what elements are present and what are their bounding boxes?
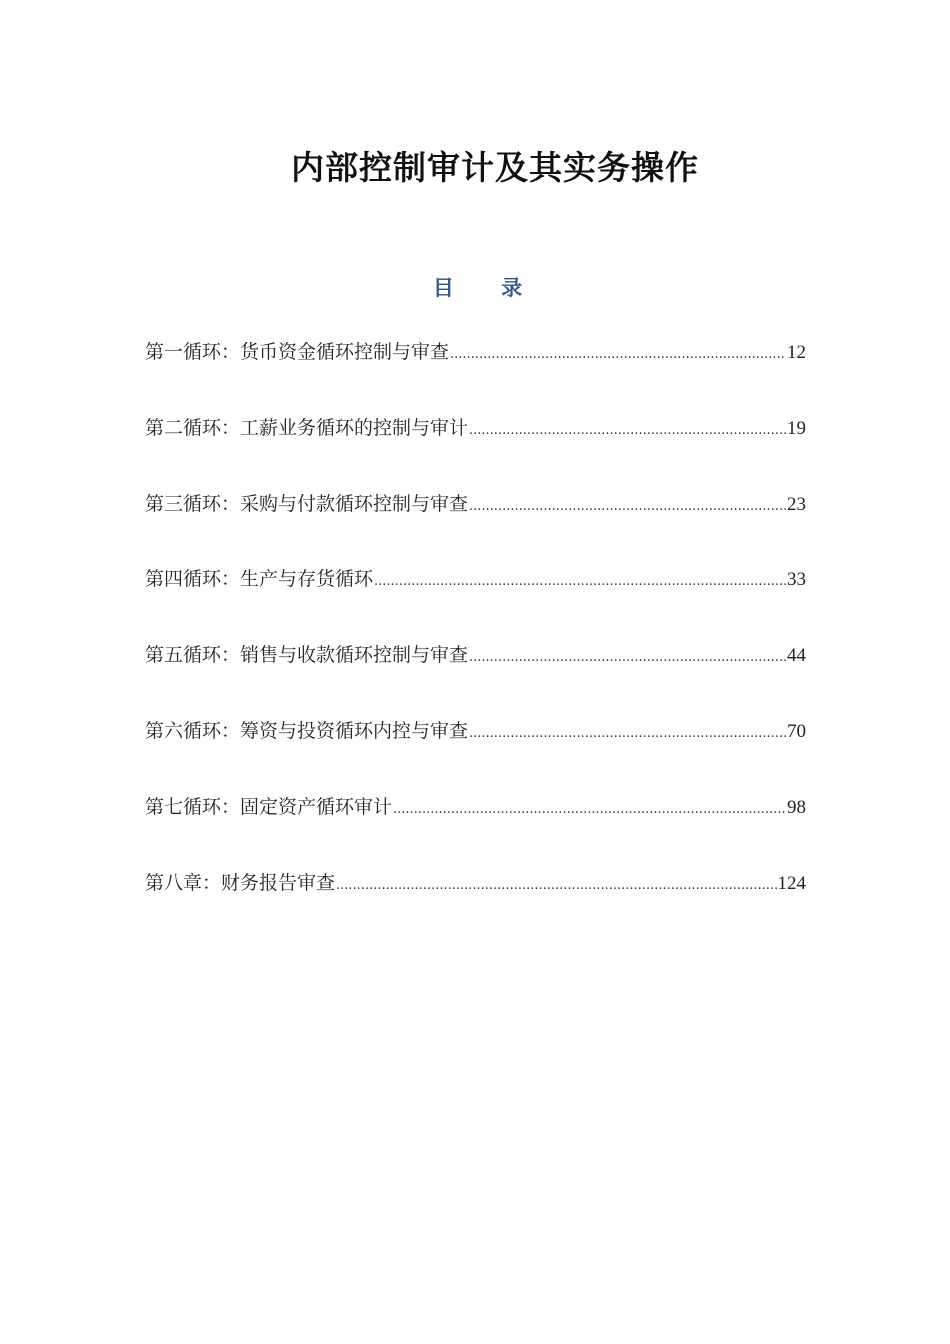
toc-dot-leader xyxy=(336,878,776,893)
document-title: 内部控制审计及其实务操作 xyxy=(291,148,699,187)
toc-entry[interactable] xyxy=(145,868,806,944)
toc-entry[interactable] xyxy=(145,489,806,565)
toc-entry-page: 19 xyxy=(787,417,806,439)
toc-dot-leader xyxy=(450,347,786,362)
toc-entry-label: 第一循环：货币资金循环控制与审查 xyxy=(145,341,450,363)
toc-entry-page: 33 xyxy=(787,569,806,591)
toc-entry-label: 第六循环：筹资与投资循环内控与审查 xyxy=(145,719,469,742)
toc-entry-page: 12 xyxy=(787,342,806,363)
toc-entry-label: 第八章：财务报告审查 xyxy=(145,871,336,894)
toc-entry-page: 124 xyxy=(777,872,806,894)
toc-entry-page: 23 xyxy=(787,493,806,515)
toc-entry[interactable] xyxy=(145,564,806,640)
toc-entry-page: 70 xyxy=(787,720,806,742)
toc-entry-label: 第七循环：固定资产循环审计 xyxy=(145,795,393,818)
toc-entry-label: 第四循环：生产与存货循环 xyxy=(145,568,374,591)
toc-dot-leader xyxy=(374,574,786,589)
toc-dot-leader xyxy=(393,802,786,817)
toc-entry[interactable] xyxy=(145,337,806,413)
toc-entry-page: 44 xyxy=(787,645,806,667)
toc-entry[interactable] xyxy=(145,413,806,489)
toc-entry-label: 第三循环：采购与付款循环控制与审查 xyxy=(145,492,469,515)
toc-entry-label: 第二循环：工薪业务循环的控制与审计 xyxy=(145,416,469,439)
toc-entry[interactable] xyxy=(145,716,806,792)
toc-dot-leader xyxy=(469,499,786,514)
toc-dot-leader xyxy=(469,726,786,741)
toc-dot-leader xyxy=(469,423,786,438)
table-of-contents xyxy=(145,337,806,943)
toc-entry[interactable] xyxy=(145,640,806,716)
toc-entry-label: 第五循环：销售与收款循环控制与审查 xyxy=(145,644,469,667)
toc-dot-leader xyxy=(469,650,786,665)
toc-entry[interactable] xyxy=(145,792,806,868)
toc-heading: 目 录 xyxy=(432,276,543,300)
toc-entry-page: 98 xyxy=(787,796,806,818)
